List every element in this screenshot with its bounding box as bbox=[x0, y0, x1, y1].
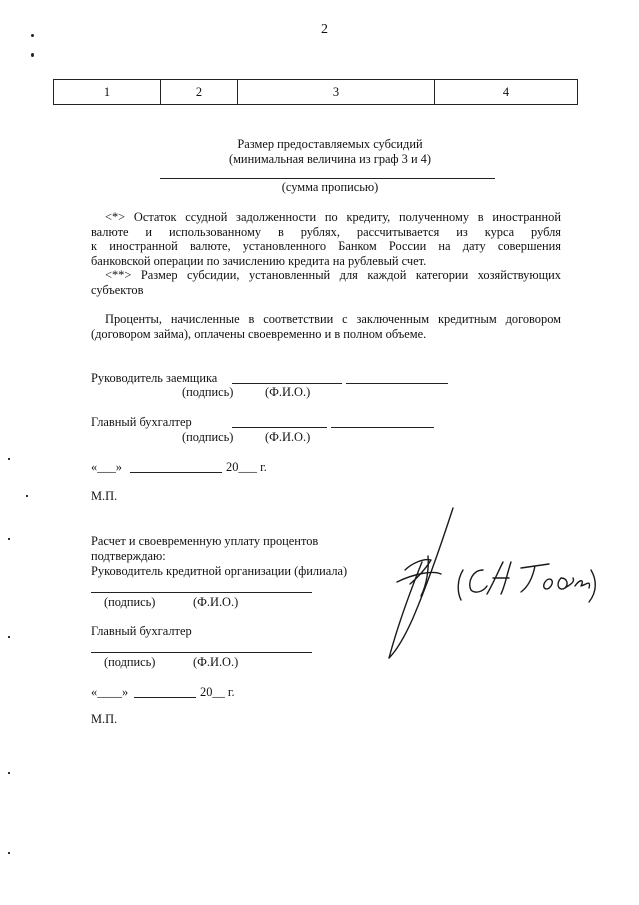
bank-confirm-text: Расчет и своевременную уплату процентов bbox=[91, 534, 319, 548]
signature-caption: (подпись) bbox=[182, 430, 234, 444]
bank-confirm-text: подтверждаю: bbox=[91, 549, 166, 563]
column-number-table bbox=[53, 79, 578, 105]
footnote-line: банковской операции по зачислению кредита на рублевый счет. bbox=[91, 253, 427, 268]
signature-caption: (подпись) bbox=[182, 385, 234, 399]
page-number: 2 bbox=[321, 22, 328, 37]
scan-speck bbox=[31, 34, 34, 37]
borrower-head-name-line bbox=[346, 383, 448, 384]
sum-caption: (сумма прописью) bbox=[281, 180, 379, 194]
name-caption: (Ф.И.О.) bbox=[265, 430, 311, 444]
footnote-line: субъектов bbox=[91, 282, 144, 297]
margin-mark bbox=[8, 852, 10, 854]
footnote-line: <**> Размер субсидии, установленный для каждой категории хозяйствующих bbox=[105, 268, 561, 282]
handwritten-signature bbox=[375, 500, 605, 665]
bank-date-month-line bbox=[134, 697, 196, 698]
table-cell: 3 bbox=[238, 80, 435, 105]
statement-line: Проценты, начисленные в соответствии с заключенным кредитным договором bbox=[105, 312, 561, 326]
statement-line: (договором займа), оплачены своевременно и в полном объеме. bbox=[91, 326, 427, 341]
footnote-2 bbox=[91, 268, 561, 297]
borrower-head-signature-line bbox=[232, 383, 342, 384]
borrower-seal: М.П. bbox=[91, 489, 118, 503]
table-cell: 2 bbox=[161, 80, 238, 105]
margin-mark bbox=[8, 636, 10, 638]
name-caption: (Ф.И.О.) bbox=[265, 385, 311, 399]
borrower-head-label: Руководитель заемщика bbox=[91, 371, 218, 385]
borrower-date-year: 20___ г. bbox=[226, 460, 267, 474]
borrower-date-month-line bbox=[130, 472, 222, 473]
bank-head-label: Руководитель кредитной организации (филиала) bbox=[91, 564, 348, 578]
margin-mark bbox=[8, 458, 10, 460]
bank-date-day: «____» bbox=[91, 685, 129, 699]
margin-mark bbox=[8, 538, 10, 540]
margin-mark bbox=[26, 495, 28, 497]
bank-accountant-label: Главный бухгалтер bbox=[91, 624, 192, 638]
footnote-1 bbox=[91, 210, 561, 268]
name-caption: (Ф.И.О.) bbox=[193, 655, 239, 669]
interest-statement bbox=[91, 312, 561, 341]
footnote-line: <*> Остаток ссудной задолженности по кредиту, полученному в иностранной bbox=[105, 210, 561, 224]
footnote-line: к иностранной валюте, установленного Банком России на дату совершения bbox=[91, 239, 561, 253]
borrower-accountant-signature-line bbox=[232, 427, 327, 428]
signature-caption: (подпись) bbox=[104, 595, 156, 609]
table-row bbox=[54, 80, 578, 105]
bank-date-year: 20__ г. bbox=[200, 685, 235, 699]
bank-seal: М.П. bbox=[91, 712, 118, 726]
borrower-accountant-label: Главный бухгалтер bbox=[91, 415, 192, 429]
bank-head-signature-line bbox=[91, 592, 312, 593]
table-cell: 1 bbox=[54, 80, 161, 105]
subsidy-title: Размер предоставляемых субсидий bbox=[237, 137, 423, 151]
signature-caption: (подпись) bbox=[104, 655, 156, 669]
borrower-accountant-name-line bbox=[331, 427, 434, 428]
bank-accountant-signature-line bbox=[91, 652, 312, 653]
table-cell: 4 bbox=[435, 80, 578, 105]
scan-speck bbox=[31, 53, 34, 57]
margin-mark bbox=[8, 772, 10, 774]
footnote-line: валюте и использованному в рублях, рассчитывается из курса рубля bbox=[91, 224, 561, 239]
sum-line bbox=[160, 178, 495, 179]
name-caption: (Ф.И.О.) bbox=[193, 595, 239, 609]
subsidy-subtitle: (минимальная величина из граф 3 и 4) bbox=[228, 152, 432, 166]
borrower-date-day: «___» bbox=[91, 460, 122, 474]
